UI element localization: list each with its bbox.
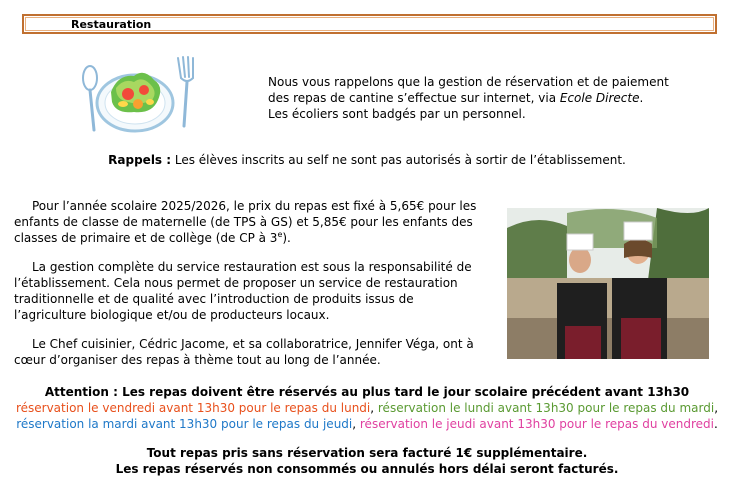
rappels-label: Rappels : bbox=[108, 153, 172, 167]
prix-sup: e bbox=[277, 230, 283, 239]
rappels-paragraph bbox=[0, 152, 734, 168]
reservation-line-2 bbox=[0, 416, 734, 432]
intro-line-2-suffix: . bbox=[639, 91, 644, 105]
chefs-photo bbox=[507, 208, 709, 359]
reservation-mardi: réservation la mardi avant 13h30 pour le repas du jeudi bbox=[16, 417, 353, 431]
attention-headline: Attention : Les repas doivent être réservés au plus tard le jour scolaire précédent avant 13h30 bbox=[44, 385, 690, 399]
section-title: Restauration bbox=[71, 18, 152, 31]
reservation-jeudi: réservation le jeudi avant 13h30 pour le repas du vendredi bbox=[359, 417, 714, 431]
intro-line-3: Les écoliers sont badgés par un personnel. bbox=[268, 107, 526, 121]
prix-text-b: ). bbox=[282, 231, 291, 245]
spoon-icon bbox=[83, 66, 97, 130]
reservation-lundi: réservation le lundi avant 13h30 pour le repas du mardi bbox=[377, 401, 715, 415]
reservation-line-1 bbox=[0, 400, 734, 416]
intro-line-2-prefix: des repas de cantine s’effectue sur internet, via bbox=[268, 91, 560, 105]
sep-2: , bbox=[714, 401, 719, 415]
intro-line-1: Nous vous rappelons que la gestion de réservation et de paiement bbox=[268, 75, 669, 89]
reservation-vendredi: réservation le vendredi avant 13h30 pour le repas du lundi bbox=[15, 401, 371, 415]
section-header-box bbox=[22, 14, 717, 34]
sep-3: , bbox=[352, 417, 360, 431]
prix-paragraph bbox=[14, 198, 484, 246]
end-dot: . bbox=[713, 417, 718, 431]
ecole-directe-link[interactable]: Ecole Directe bbox=[559, 91, 640, 105]
food-plate-icon bbox=[78, 48, 204, 136]
note-surcharge: Tout repas pris sans réservation sera facturé 1€ supplémentaire. bbox=[146, 446, 588, 460]
intro-paragraph bbox=[268, 74, 688, 122]
prix-text-a: Pour l’année scolaire 2025/2026, le prix du repas est fixé à 5,65€ pour les enfants de classe de maternelle (de TPS à GS) et 5,85€ pour les enfants des classes de primaire et de collège (de CP à 3 bbox=[14, 199, 477, 245]
gestion-paragraph: La gestion complète du service restauration est sous la responsabilité de l’établissement. Cela nous permet de proposer un service de restauration traditionnelle et de qualité avec l’introduction de produits issus de l’agriculture biologique et/ou de producteurs locaux. bbox=[14, 260, 472, 322]
fork-icon bbox=[178, 57, 193, 126]
rappels-text: Les élèves inscrits au self ne sont pas autorisés à sortir de l’établissement. bbox=[171, 153, 626, 167]
chef-paragraph: Le Chef cuisinier, Cédric Jacome, et sa collaboratrice, Jennifer Véga, ont à cœur d’organiser des repas à thème tout au long de l’année. bbox=[14, 337, 474, 367]
note-facturation: Les repas réservés non consommés ou annulés hors délai seront facturés. bbox=[115, 462, 619, 476]
sep-1: , bbox=[370, 401, 378, 415]
